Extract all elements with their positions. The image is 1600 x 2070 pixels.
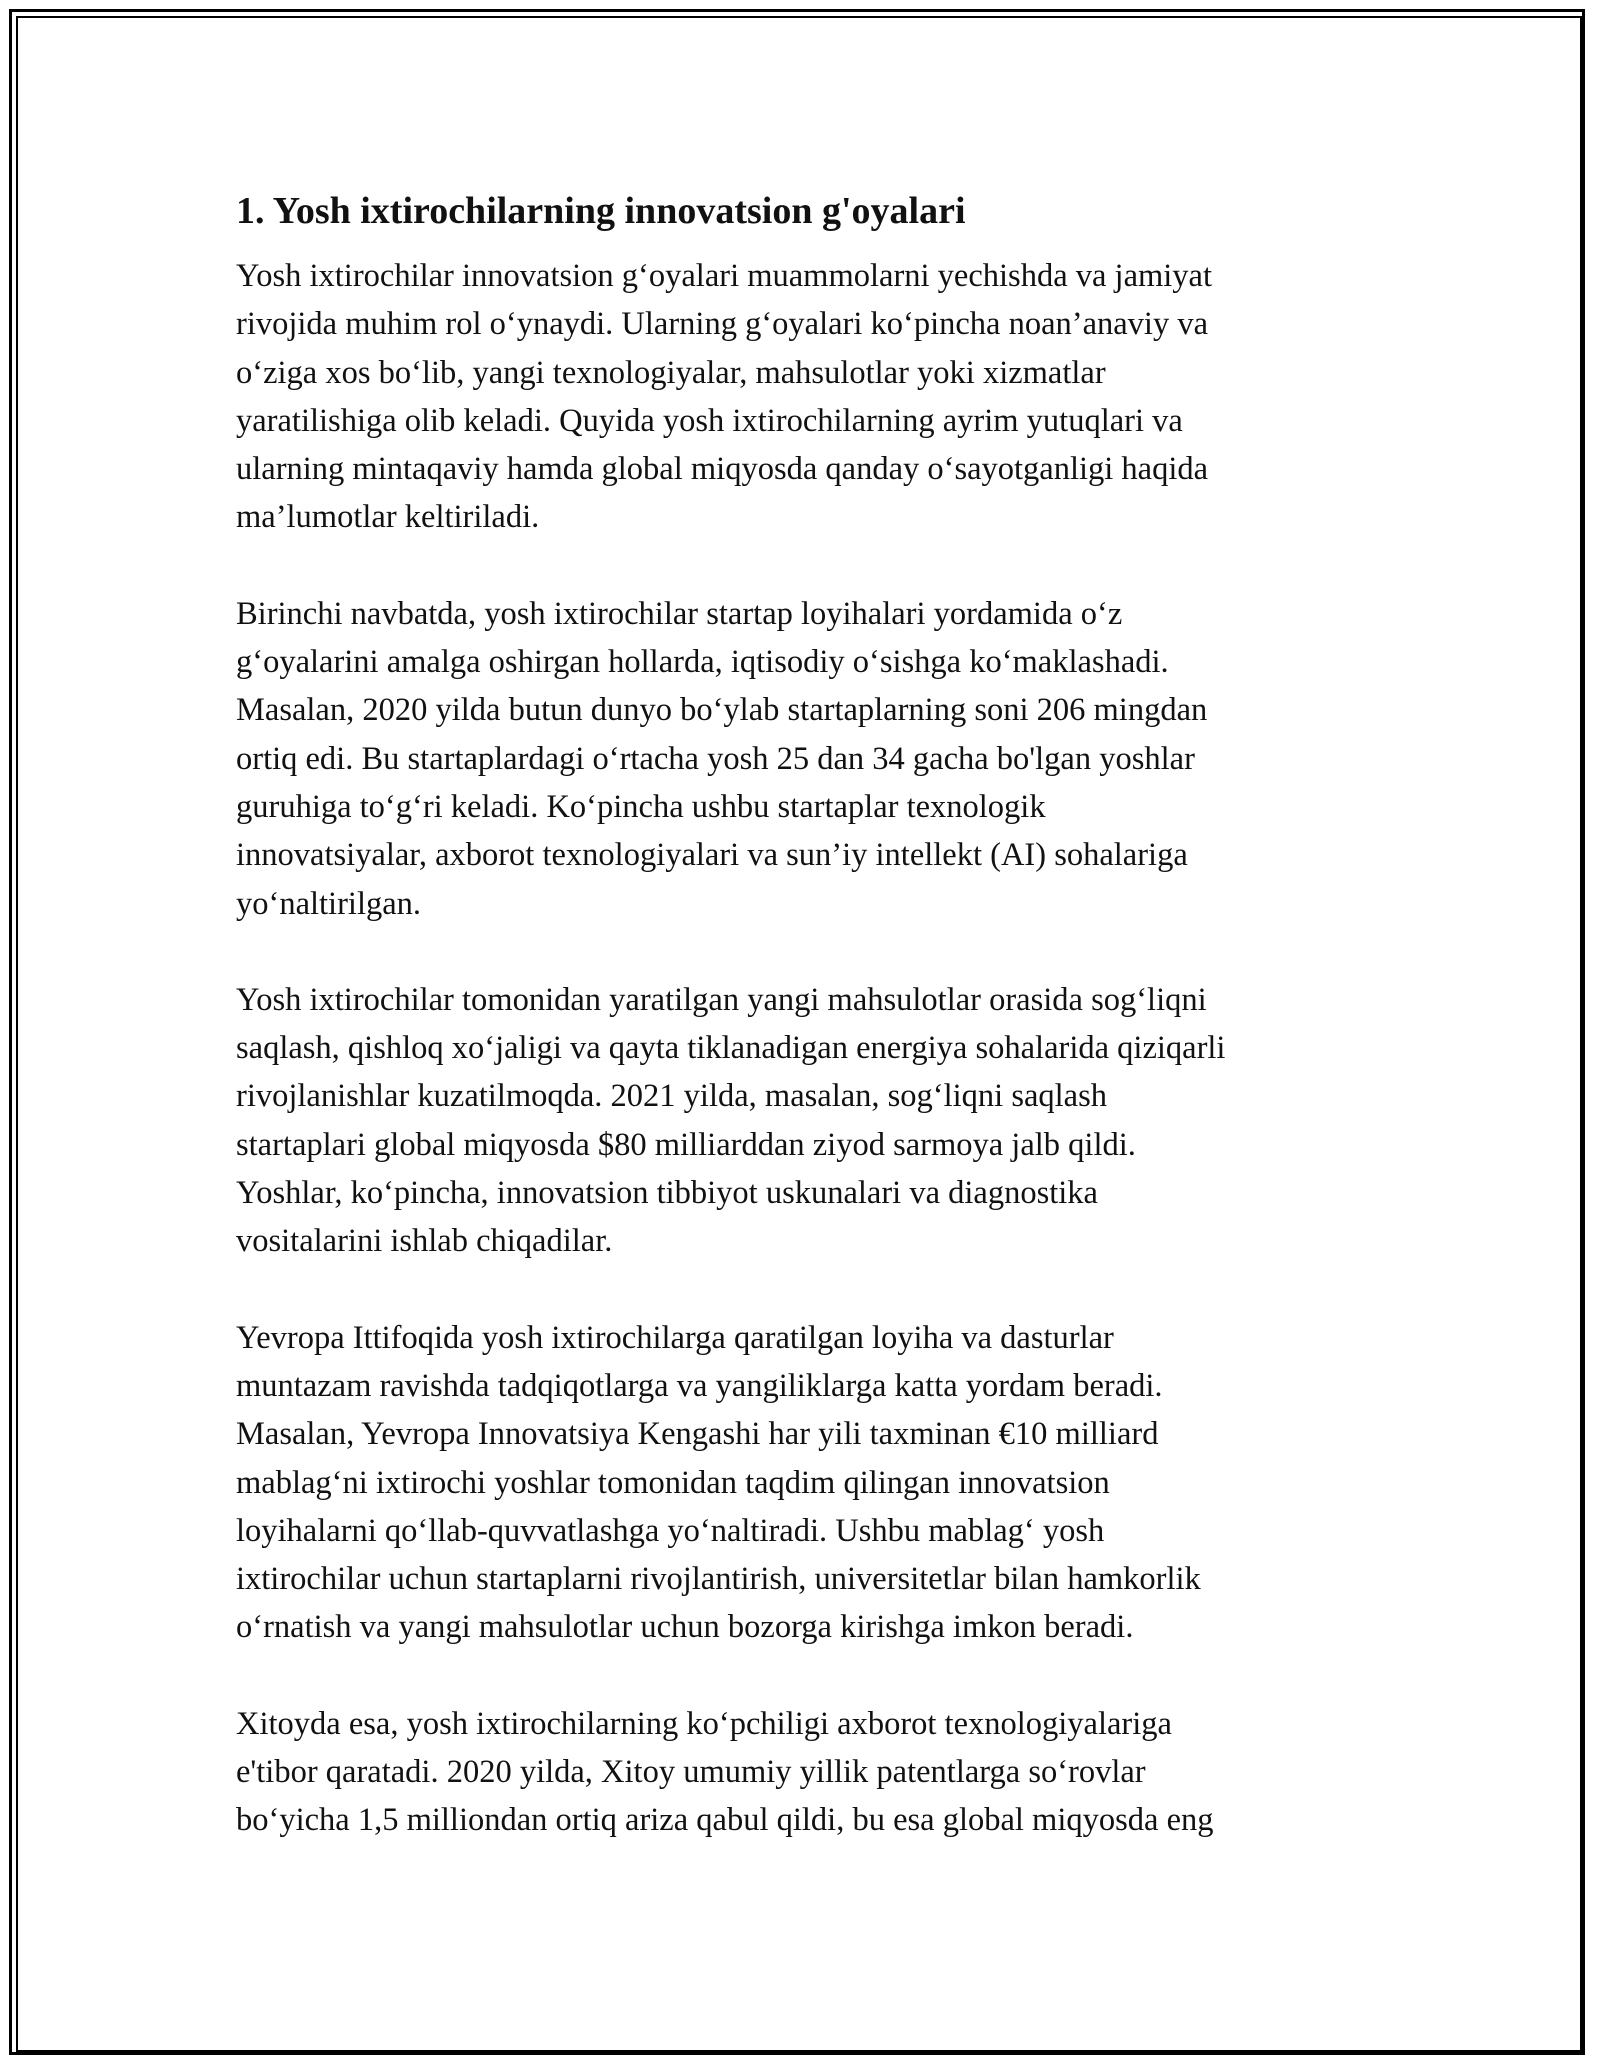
text-line: ularning mintaqaviy hamda global miqyosda qanday o‘sayotganligi haqida (236, 451, 1209, 488)
text-line: ma’lumotlar keltiriladi. (236, 499, 540, 536)
paragraph (236, 252, 1376, 542)
document-body (236, 186, 1376, 1893)
text-line: Birinchi navbatda, yosh ixtirochilar startap loyihalari yordamida o‘z (236, 595, 1123, 632)
text-line: loyihalarni qo‘llab-quvvatlashga yo‘naltiradi. Ushbu mablag‘ yosh (236, 1512, 1105, 1549)
text-line: saqlash, qishloq xo‘jaligi va qayta tiklanadigan energiya sohalarida qiziqarli (236, 1030, 1226, 1067)
text-line: o‘rnatish va yangi mahsulotlar uchun bozorga kirishga imkon beradi. (236, 1609, 1134, 1646)
paragraph (236, 1700, 1376, 1845)
text-line: yaratilishiga olib keladi. Quyida yosh ixtirochilarning ayrim yutuqlari va (236, 402, 1183, 439)
text-line: startaplari global miqyosda $80 milliarddan ziyod sarmoya jalb qildi. (236, 1126, 1136, 1163)
text-line: mablag‘ni ixtirochi yoshlar tomonidan taqdim qilingan innovatsion (236, 1464, 1110, 1501)
paragraph (236, 590, 1376, 928)
paragraph (236, 976, 1376, 1266)
text-line: Yevropa Ittifoqida yosh ixtirochilarga qaratilgan loyiha va dasturlar (236, 1319, 1114, 1356)
text-line: Yoshlar, ko‘pincha, innovatsion tibbiyot uskunalari va diagnostika (236, 1175, 1098, 1212)
text-line: muntazam ravishda tadqiqotlarga va yangiliklarga katta yordam beradi. (236, 1367, 1163, 1404)
text-line: yo‘naltirilgan. (236, 885, 422, 922)
text-line: vositalarini ishlab chiqadilar. (236, 1223, 613, 1260)
text-line: Yosh ixtirochilar tomonidan yaratilgan yangi mahsulotlar orasida sog‘liqni (236, 981, 1207, 1018)
text-line: ortiq edi. Bu startaplardagi o‘rtacha yosh 25 dan 34 gacha bo'lgan yoshlar (236, 740, 1195, 777)
text-line: Yosh ixtirochilar innovatsion g‘oyalari muammolarni yechishda va jamiyat (236, 258, 1213, 294)
paragraph (236, 1314, 1376, 1652)
text-line: rivojlanishlar kuzatilmoqda. 2021 yilda, masalan, sog‘liqni saqlash (236, 1078, 1108, 1115)
text-line: rivojida muhim rol o‘ynaydi. Ularning g‘oyalari ko‘pincha noan’anaviy va (236, 306, 1209, 343)
text-line: o‘ziga xos bo‘lib, yangi texnologiyalar, mahsulotlar yoki xizmatlar (236, 354, 1106, 391)
text-line: Xitoyda esa, yosh ixtirochilarning ko‘pchiligi axborot texnologiyalariga (236, 1705, 1172, 1742)
paragraph-list (236, 252, 1376, 1845)
text-line: Masalan, Yevropa Innovatsiya Kengashi har yili taxminan €10 milliard (236, 1416, 1159, 1453)
text-line: g‘oyalarini amalga oshirgan hollarda, iqtisodiy o‘sishga ko‘maklashadi. (236, 644, 1169, 681)
text-line: guruhiga to‘g‘ri keladi. Ko‘pincha ushbu startaplar texnologik (236, 788, 1046, 825)
text-line: e'tibor qaratadi. 2020 yilda, Xitoy umumiy yillik patentlarga so‘rovlar (236, 1754, 1146, 1791)
text-line: bo‘yicha 1,5 milliondan ortiq ariza qabul qildi, bu esa global miqyosda eng (236, 1802, 1214, 1839)
text-line: innovatsiyalar, axborot texnologiyalari va sun’iy intellekt (AI) sohalariga (236, 837, 1188, 874)
section-heading: 1. Yosh ixtirochilarning innovatsion g'oyalari (236, 190, 966, 232)
text-line: ixtirochilar uchun startaplarni rivojlantirish, universitetlar bilan hamkorlik (236, 1561, 1201, 1598)
text-line: Masalan, 2020 yilda butun dunyo bo‘ylab startaplarning soni 206 mingdan (236, 692, 1208, 729)
